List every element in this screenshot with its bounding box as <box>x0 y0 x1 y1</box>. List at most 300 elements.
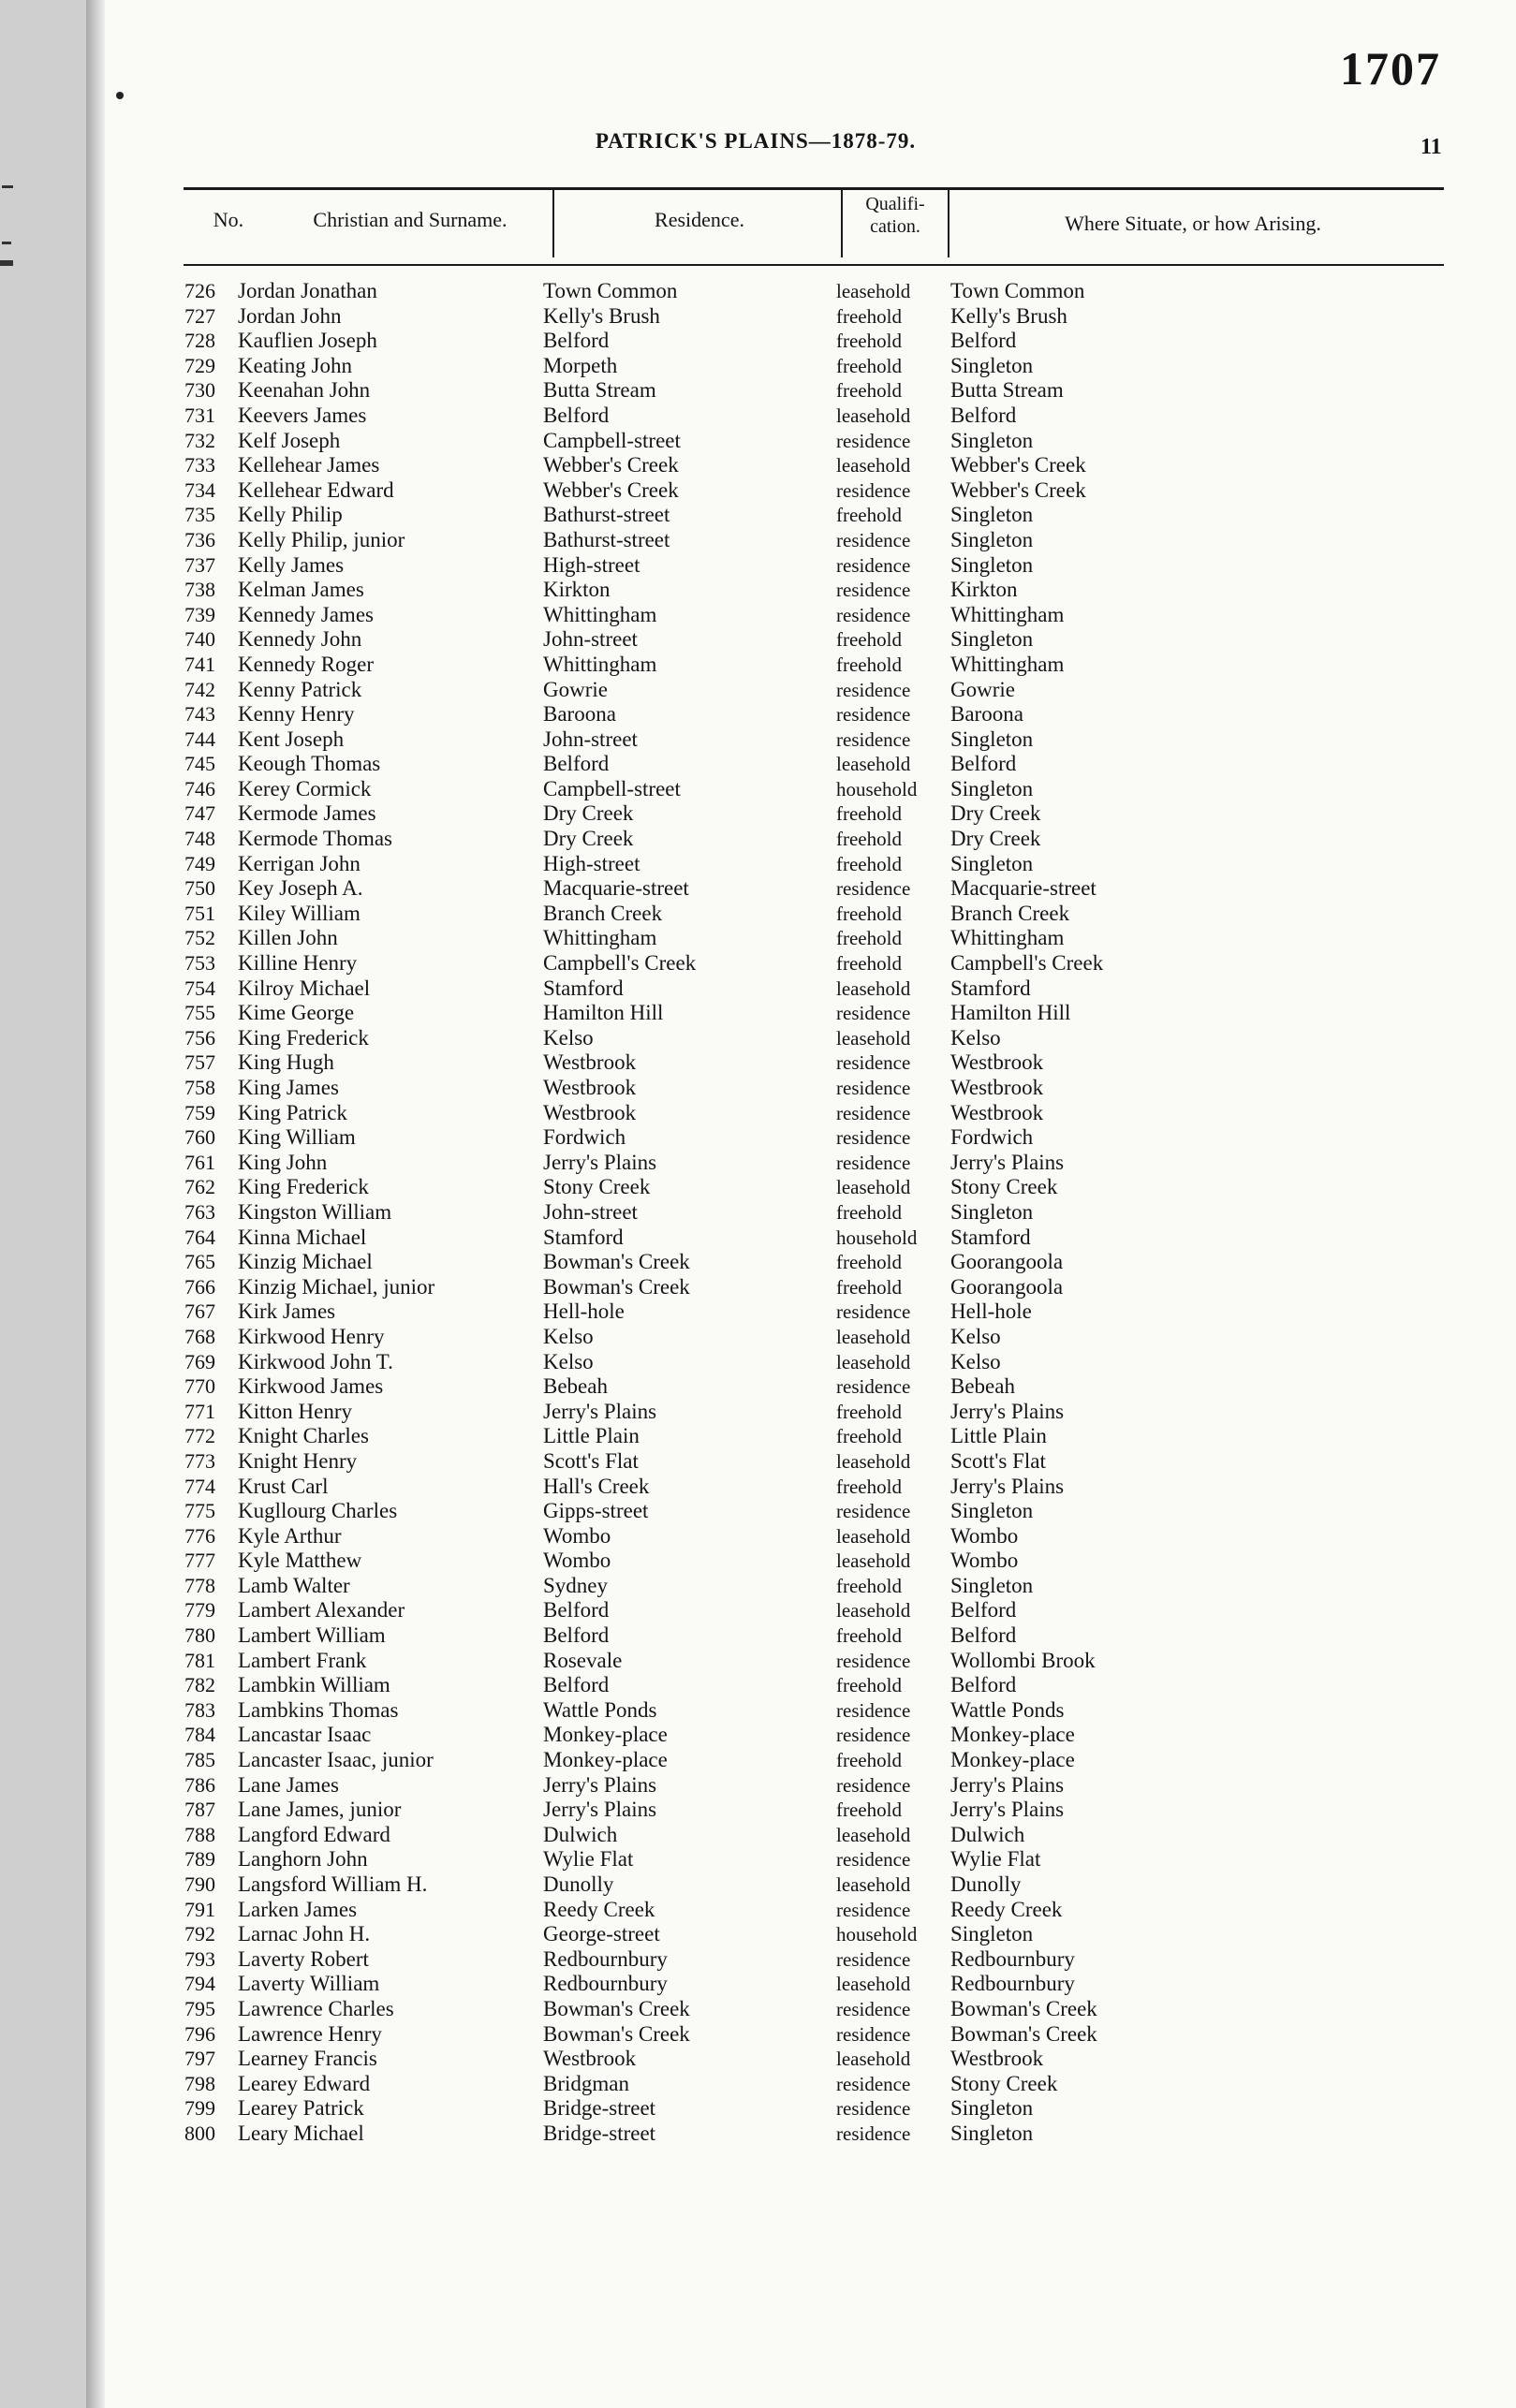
scan-mark <box>2 185 13 188</box>
elector-name: Kilroy Michael <box>238 976 371 1000</box>
where-situate-cell: Singleton <box>950 1573 1034 1597</box>
qualification-cell: residence <box>836 1126 911 1150</box>
entry-number: 796 <box>184 2021 215 2046</box>
table-row <box>105 1823 1516 1848</box>
residence-cell: Fordwich <box>543 1125 626 1150</box>
entry-number: 775 <box>184 1499 215 1523</box>
residence-cell: Bridge-street <box>543 2121 656 2145</box>
qualification-cell: leasehold <box>836 1973 911 1996</box>
residence-cell: Westbrook <box>543 1050 637 1075</box>
elector-name: Lane James, junior <box>238 1798 402 1822</box>
where-situate-cell: Singleton <box>950 503 1034 527</box>
entry-number: 782 <box>184 1673 215 1697</box>
entry-number: 753 <box>184 951 215 976</box>
where-situate-cell: Baroona <box>950 702 1023 727</box>
entry-number: 737 <box>184 552 215 577</box>
table-row <box>105 1374 1516 1400</box>
residence-cell: Monkey-place <box>543 1723 668 1747</box>
where-situate-cell: Westbrook <box>950 1050 1044 1075</box>
elector-name: Kelly James <box>238 552 345 577</box>
entry-number: 776 <box>184 1523 215 1548</box>
qualification-cell: freehold <box>836 1749 902 1772</box>
where-situate-cell: Jerry's Plains <box>950 1399 1065 1423</box>
page-number: 11 <box>1420 135 1442 159</box>
binding-shadow <box>86 0 105 2408</box>
residence-cell: John-street <box>543 727 638 751</box>
where-situate-cell: Monkey-place <box>950 1748 1075 1772</box>
qualification-cell: residence <box>836 2072 911 2095</box>
elector-name: Kinzig Michael, junior <box>238 1274 435 1299</box>
residence-cell: Redbournbury <box>543 1946 668 1971</box>
residence-cell: Kirkton <box>543 578 611 602</box>
where-situate-cell: Stamford <box>950 1225 1031 1249</box>
entry-number: 738 <box>184 578 215 602</box>
entry-number: 728 <box>184 329 215 353</box>
qualification-cell: leasehold <box>836 1325 911 1348</box>
where-situate-cell: Belford <box>950 329 1017 353</box>
qualification-cell: freehold <box>836 802 902 826</box>
entry-number: 774 <box>184 1474 215 1498</box>
where-situate-cell: Town Common <box>950 279 1085 302</box>
table-row <box>105 1972 1516 1997</box>
entry-number: 741 <box>184 652 215 676</box>
where-situate-cell: Dunolly <box>950 1872 1022 1896</box>
entry-number: 762 <box>184 1175 215 1199</box>
table-row <box>105 827 1516 852</box>
elector-name: Killen John <box>238 926 338 950</box>
elector-name: Lancaster Isaac, junior <box>238 1748 434 1772</box>
residence-cell: Stony Creek <box>543 1175 651 1199</box>
residence-cell: Stamford <box>543 976 624 1000</box>
entry-number: 786 <box>184 1772 215 1797</box>
qualification-cell: leasehold <box>836 753 911 776</box>
table-row <box>105 404 1516 429</box>
folio-number: 1707 <box>1340 42 1441 95</box>
qualification-cell: residence <box>836 1101 911 1124</box>
table-row <box>105 1847 1516 1872</box>
where-situate-cell: Reedy Creek <box>950 1897 1063 1921</box>
qualification-cell: leasehold <box>836 1599 911 1622</box>
entry-number: 793 <box>184 1946 215 1971</box>
qualification-cell: leasehold <box>836 1549 911 1573</box>
qualification-cell: residence <box>836 877 911 901</box>
residence-cell: Westbrook <box>543 1076 637 1099</box>
table-row <box>105 453 1516 478</box>
where-situate-cell: Whittingham <box>950 926 1065 950</box>
elector-name: Laverty William <box>238 1972 380 1996</box>
entry-number: 770 <box>184 1374 215 1399</box>
elector-name: Key Joseph A. <box>238 876 363 901</box>
elector-name: King John <box>238 1150 328 1174</box>
elector-name: Jordan Jonathan <box>238 279 377 302</box>
elector-name: Kellehear James <box>238 453 380 477</box>
residence-cell: High-street <box>543 552 640 577</box>
elector-name: King Frederick <box>238 1175 369 1199</box>
table-row <box>105 503 1516 528</box>
table-row <box>105 1922 1516 1947</box>
qualification-cell: leasehold <box>836 404 911 427</box>
entry-number: 727 <box>184 303 215 328</box>
where-situate-cell: Singleton <box>950 1199 1034 1224</box>
residence-cell: Bebeah <box>543 1374 608 1399</box>
table-row <box>105 603 1516 628</box>
entry-number: 769 <box>184 1349 215 1373</box>
elector-name: Lambert Alexander <box>238 1598 405 1622</box>
entry-number: 792 <box>184 1922 215 1946</box>
elector-name: Lambert Frank <box>238 1648 367 1672</box>
entry-number: 726 <box>184 279 215 302</box>
qualification-cell: residence <box>836 1848 911 1872</box>
residence-cell: Kelso <box>543 1324 594 1348</box>
residence-cell: Webber's Creek <box>543 477 679 502</box>
residence-cell: Bathurst-street <box>543 503 670 527</box>
table-row <box>105 777 1516 802</box>
where-situate-cell: Belford <box>950 1598 1017 1622</box>
residence-cell: Macquarie-street <box>543 876 689 901</box>
residence-cell: Westbrook <box>543 1100 637 1124</box>
residence-cell: Stamford <box>543 1225 624 1249</box>
where-situate-cell: Campbell's Creek <box>950 951 1104 976</box>
qualification-cell: freehold <box>836 504 902 527</box>
where-situate-cell: Dry Creek <box>950 827 1041 851</box>
elector-name: Larken James <box>238 1897 358 1921</box>
entry-number: 797 <box>184 2047 215 2071</box>
entry-number: 732 <box>184 428 215 452</box>
table-row <box>105 1698 1516 1724</box>
where-situate-cell: Wattle Ponds <box>950 1697 1065 1722</box>
residence-cell: Belford <box>543 329 610 353</box>
qualification-cell: leasehold <box>836 2048 911 2071</box>
qualification-cell: freehold <box>836 1475 902 1498</box>
where-situate-cell: Stony Creek <box>950 2071 1058 2095</box>
entry-number: 783 <box>184 1697 215 1722</box>
residence-cell: Bowman's Creek <box>543 1250 690 1274</box>
entry-number: 748 <box>184 827 215 851</box>
residence-cell: Bowman's Creek <box>543 2021 690 2046</box>
where-situate-cell: Goorangoola <box>950 1274 1064 1299</box>
entry-number: 794 <box>184 1972 215 1996</box>
table-row <box>105 727 1516 753</box>
entry-number: 778 <box>184 1573 215 1597</box>
qualification-cell: freehold <box>836 379 902 403</box>
table-row <box>105 2022 1516 2048</box>
entry-number: 761 <box>184 1150 215 1174</box>
entry-number: 743 <box>184 702 215 727</box>
elector-name: Larnac John H. <box>238 1922 371 1946</box>
entry-number: 760 <box>184 1125 215 1150</box>
residence-cell: Belford <box>543 403 610 427</box>
where-situate-cell: Jerry's Plains <box>950 1772 1065 1797</box>
document-page <box>105 0 1516 2408</box>
residence-cell: Town Common <box>543 279 678 302</box>
table-row <box>105 926 1516 951</box>
entry-number: 736 <box>184 527 215 551</box>
elector-name: Langford Edward <box>238 1822 390 1846</box>
entry-number: 746 <box>184 776 215 800</box>
entry-number: 779 <box>184 1598 215 1622</box>
header-residence: Residence. <box>655 208 744 231</box>
elector-name: Kellehear Edward <box>238 477 394 502</box>
where-situate-cell: Belford <box>950 403 1017 427</box>
qualification-cell: household <box>836 1923 918 1946</box>
entry-number: 756 <box>184 1025 215 1050</box>
qualification-cell: freehold <box>836 1624 902 1648</box>
header-bottom-rule <box>184 264 1444 266</box>
table-row <box>105 627 1516 653</box>
residence-cell: Bathurst-street <box>543 527 670 551</box>
where-situate-cell: Kelso <box>950 1025 1001 1050</box>
where-situate-cell: Kelly's Brush <box>950 303 1067 328</box>
ink-dot <box>116 92 124 99</box>
table-row <box>105 1299 1516 1325</box>
where-situate-cell: Branch Creek <box>950 901 1070 925</box>
where-situate-cell: Wombo <box>950 1523 1019 1548</box>
qualification-cell: leasehold <box>836 280 911 302</box>
elector-name: Knight Henry <box>238 1448 358 1473</box>
qualification-cell: residence <box>836 528 911 551</box>
where-situate-cell: Wombo <box>950 1549 1019 1573</box>
residence-cell: Belford <box>543 1598 610 1622</box>
where-situate-cell: Singleton <box>950 353 1034 377</box>
table-row <box>105 1598 1516 1623</box>
qualification-cell: leasehold <box>836 976 911 1000</box>
qualification-cell: leasehold <box>836 1176 911 1199</box>
table-row <box>105 801 1516 827</box>
table-row <box>105 1325 1516 1350</box>
residence-cell: Hell-hole <box>543 1299 625 1324</box>
where-situate-cell: Jerry's Plains <box>950 1474 1065 1498</box>
elector-name: Langsford William H. <box>238 1872 428 1896</box>
entry-number: 758 <box>184 1076 215 1099</box>
residence-cell: Wylie Flat <box>543 1847 634 1872</box>
qualification-cell: freehold <box>836 1574 902 1597</box>
where-situate-cell: Westbrook <box>950 1076 1044 1099</box>
elector-name: King Hugh <box>238 1050 334 1075</box>
elector-name: King Frederick <box>238 1025 369 1050</box>
qualification-cell: residence <box>836 478 911 502</box>
qualification-cell: leasehold <box>836 1873 911 1896</box>
qualification-cell: freehold <box>836 828 902 851</box>
table-row <box>105 378 1516 404</box>
entry-number: 749 <box>184 851 215 875</box>
table-row <box>105 951 1516 976</box>
entry-number: 739 <box>184 602 215 626</box>
elector-name: Krust Carl <box>238 1474 329 1498</box>
qualification-cell: residence <box>836 727 911 751</box>
where-situate-cell: Butta Stream <box>950 378 1064 403</box>
where-situate-cell: Kelso <box>950 1349 1001 1373</box>
table-row <box>105 1723 1516 1748</box>
elector-name: Kelly Philip <box>238 503 343 527</box>
table-row <box>105 1549 1516 1574</box>
table-row <box>105 902 1516 927</box>
elector-name: Kitton Henry <box>238 1399 353 1423</box>
elector-name: Kelman James <box>238 578 364 602</box>
residence-cell: Redbournbury <box>543 1972 668 1996</box>
table-row <box>105 876 1516 902</box>
residence-cell: Gipps-street <box>543 1499 649 1523</box>
table-row <box>105 1673 1516 1698</box>
qualification-cell: residence <box>836 1151 911 1174</box>
entry-number: 790 <box>184 1872 215 1896</box>
qualification-cell: freehold <box>836 1799 902 1822</box>
elector-name: Lawrence Henry <box>238 2021 382 2046</box>
where-situate-cell: Gowrie <box>950 677 1015 701</box>
entry-number: 781 <box>184 1648 215 1672</box>
elector-name: Kermode Thomas <box>238 827 393 851</box>
entry-number: 742 <box>184 677 215 701</box>
residence-cell: Campbell's Creek <box>543 951 697 976</box>
entry-number: 763 <box>184 1199 215 1224</box>
where-situate-cell: Singleton <box>950 1922 1034 1946</box>
where-situate-cell: Stony Creek <box>950 1175 1058 1199</box>
table-row <box>105 329 1516 354</box>
where-situate-cell: Belford <box>950 1673 1017 1697</box>
table-row <box>105 1997 1516 2022</box>
table-row <box>105 1076 1516 1101</box>
elector-name: Knight Charles <box>238 1424 369 1448</box>
qualification-cell: freehold <box>836 852 902 875</box>
where-situate-cell: Westbrook <box>950 1100 1044 1124</box>
elector-name: Kent Joseph <box>238 727 345 751</box>
elector-name: Lambert William <box>238 1623 386 1648</box>
header-top-rule <box>184 187 1444 190</box>
table-row <box>105 1151 1516 1176</box>
elector-name: Learey Patrick <box>238 2096 364 2121</box>
residence-cell: Wombo <box>543 1523 611 1548</box>
residence-cell: Monkey-place <box>543 1748 668 1772</box>
qualification-cell: freehold <box>836 304 902 328</box>
where-situate-cell: Redbournbury <box>950 1972 1075 1996</box>
elector-name: Keenahan John <box>238 378 371 403</box>
table-row <box>105 1226 1516 1251</box>
qualification-cell: leasehold <box>836 1350 911 1373</box>
entry-number: 730 <box>184 378 215 403</box>
where-situate-cell: Jerry's Plains <box>950 1150 1065 1174</box>
where-situate-cell: Monkey-place <box>950 1723 1075 1747</box>
entry-number: 755 <box>184 1001 215 1025</box>
where-situate-cell: Bowman's Creek <box>950 2021 1097 2046</box>
table-row <box>105 1649 1516 1674</box>
elector-name: King Patrick <box>238 1100 347 1124</box>
table-row <box>105 2122 1516 2147</box>
where-situate-cell: Belford <box>950 752 1017 776</box>
qualification-cell: residence <box>836 1375 911 1399</box>
column-divider <box>841 190 843 257</box>
qualification-cell: residence <box>836 1002 911 1025</box>
qualification-cell: freehold <box>836 1425 902 1448</box>
entry-number: 788 <box>184 1822 215 1846</box>
qualification-cell: residence <box>836 1773 911 1797</box>
elector-name: Kingston William <box>238 1199 392 1224</box>
qualification-cell: leasehold <box>836 454 911 477</box>
elector-name: Kerrigan John <box>238 851 361 875</box>
residence-cell: Gowrie <box>543 677 608 701</box>
qualification-cell: residence <box>836 2122 911 2145</box>
where-situate-cell: Singleton <box>950 727 1034 751</box>
entry-number: 787 <box>184 1798 215 1822</box>
table-row <box>105 1475 1516 1500</box>
entry-number: 800 <box>184 2121 215 2145</box>
entry-number: 768 <box>184 1324 215 1348</box>
elector-name: Kennedy John <box>238 627 362 652</box>
entry-number: 791 <box>184 1897 215 1921</box>
residence-cell: Little Plain <box>543 1424 640 1448</box>
qualification-cell: freehold <box>836 1200 902 1224</box>
residence-cell: Belford <box>543 1673 610 1697</box>
elector-name: Kyle Arthur <box>238 1523 342 1548</box>
entry-number: 745 <box>184 752 215 776</box>
where-situate-cell: Bebeah <box>950 1374 1015 1399</box>
residence-cell: Whittingham <box>543 652 657 676</box>
entry-number: 766 <box>184 1274 215 1299</box>
where-situate-cell: Wollombi Brook <box>950 1648 1096 1672</box>
elector-name: Jordan John <box>238 303 342 328</box>
residence-cell: Dunolly <box>543 1872 614 1896</box>
qualification-cell: household <box>836 1226 918 1249</box>
where-situate-cell: Singleton <box>950 552 1034 577</box>
where-situate-cell: Little Plain <box>950 1424 1047 1448</box>
entry-number: 772 <box>184 1424 215 1448</box>
elector-name: Learey Edward <box>238 2071 371 2095</box>
table-row <box>105 528 1516 553</box>
header-qualification: Qualifi- cation. <box>865 194 925 237</box>
elector-name: Kennedy Roger <box>238 652 374 676</box>
residence-cell: Kelso <box>543 1025 594 1050</box>
residence-cell: Jerry's Plains <box>543 1772 657 1797</box>
table-row <box>105 1898 1516 1923</box>
where-situate-cell: Dulwich <box>950 1822 1025 1846</box>
qualification-cell: leasehold <box>836 1449 911 1473</box>
where-situate-cell: Bowman's Creek <box>950 1996 1097 2020</box>
entry-number: 789 <box>184 1847 215 1872</box>
residence-cell: Butta Stream <box>543 378 656 403</box>
elector-name: Kiley William <box>238 901 361 925</box>
entry-number: 777 <box>184 1549 215 1573</box>
table-row <box>105 1101 1516 1126</box>
residence-cell: Westbrook <box>543 2047 637 2071</box>
residence-cell: Reedy Creek <box>543 1897 655 1921</box>
elector-name: Keevers James <box>238 403 367 427</box>
entry-number: 785 <box>184 1748 215 1772</box>
table-row <box>105 678 1516 703</box>
elector-name: Lambkins Thomas <box>238 1697 399 1722</box>
where-situate-cell: Jerry's Plains <box>950 1798 1065 1822</box>
where-situate-cell: Dry Creek <box>950 801 1041 826</box>
table-row <box>105 752 1516 777</box>
table-row <box>105 1499 1516 1524</box>
residence-cell: Jerry's Plains <box>543 1150 657 1174</box>
register-table <box>105 279 1516 2147</box>
header-no: No. <box>213 208 244 231</box>
elector-name: Kauflien Joseph <box>238 329 377 353</box>
qualification-cell: household <box>836 777 918 800</box>
table-row <box>105 702 1516 727</box>
where-situate-cell: Singleton <box>950 776 1034 800</box>
elector-name: Kyle Matthew <box>238 1549 362 1573</box>
entry-number: 751 <box>184 901 215 925</box>
entry-number: 750 <box>184 876 215 901</box>
elector-name: Kelly Philip, junior <box>238 527 405 551</box>
scan-mark <box>2 242 11 244</box>
residence-cell: Dry Creek <box>543 801 634 826</box>
entry-number: 740 <box>184 627 215 652</box>
entry-number: 771 <box>184 1399 215 1423</box>
elector-name: Kirkwood Henry <box>238 1324 385 1348</box>
qualification-cell: freehold <box>836 902 902 925</box>
elector-name: Lambkin William <box>238 1673 390 1697</box>
qualification-cell: residence <box>836 1649 911 1672</box>
